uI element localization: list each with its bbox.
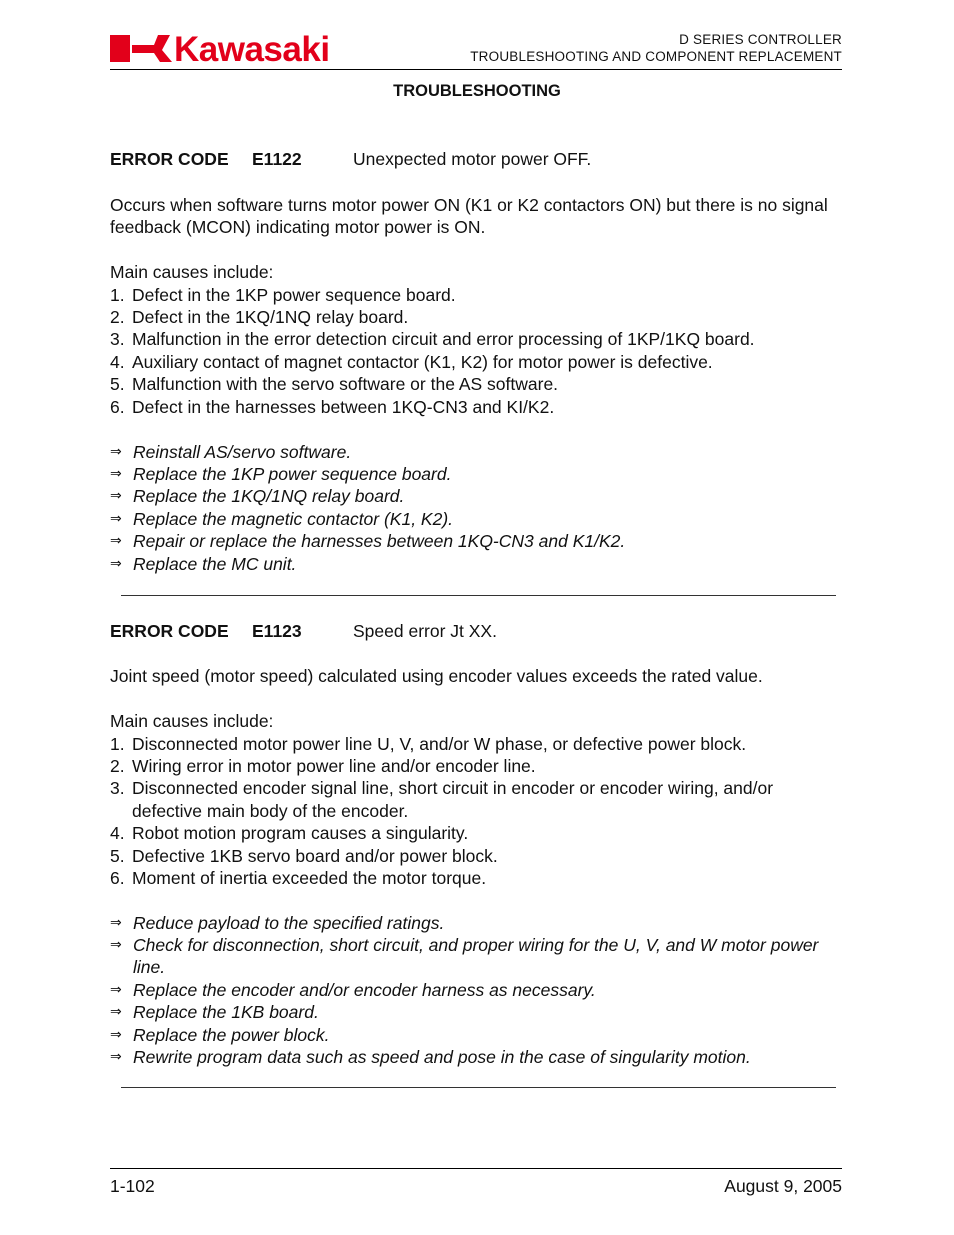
cause-item: 3. Disconnected encoder signal line, short circuit in encoder or encoder wiring, and/or defective main body of the encoder. [110,778,774,821]
action-item: ⇒ Replace the 1KB board. [110,1002,319,1023]
revision-date: August 9, 2005 [724,1176,842,1196]
cause-item: 2. Defect in the 1KQ/1NQ relay board. [110,306,409,327]
cause-item: 6. Defect in the harnesses between 1KQ-CN3 and KI/K2. [110,396,555,417]
action-item: ⇒ Replace the 1KP power sequence board. [110,463,452,484]
cause-item: 2. Wiring error in motor power line and/or encoder line. [110,755,536,776]
cause-item: 5. Defective 1KB servo board and/or power block. [110,845,498,866]
arrow-icon: ⇒ [110,533,122,550]
cause-item: 3. Malfunction in the error detection circuit and error processing of 1KP/1KQ board. [110,329,755,350]
arrow-icon: ⇒ [110,555,122,572]
action-item: ⇒ Reduce payload to the specified ratings. [110,912,445,933]
cause-item: 1. Disconnected motor power line U, V, and/or W phase, or defective power block. [110,733,747,754]
arrow-icon: ⇒ [110,488,122,505]
arrow-icon: ⇒ [110,443,122,460]
action-item: ⇒ Rewrite program data such as speed and pose in the case of singularity motion. [110,1046,751,1067]
section-divider [121,1087,836,1088]
action-item: ⇒ Reinstall AS/servo software. [110,441,352,462]
section-divider [121,595,836,596]
cause-item: 4. Auxiliary contact of magnet contactor (K1, K2) for motor power is defective. [110,351,713,372]
action-item: ⇒ Replace the encoder and/or encoder harness as necessary. [110,979,596,1000]
arrow-icon: ⇒ [110,1026,122,1043]
causes-title: Main causes include: [110,262,274,282]
arrow-icon: ⇒ [110,914,122,931]
error-code-number: E1123 [252,621,302,641]
header-series: D SERIES CONTROLLER [679,32,842,47]
error-summary: Joint speed (motor speed) calculated using encoder values exceeds the rated value. [110,666,763,686]
action-item: ⇒ Replace the power block. [110,1024,330,1045]
error-code-description: Unexpected motor power OFF. [353,149,592,169]
cause-item: 5. Malfunction with the servo software or the AS software. [110,374,559,395]
action-item: ⇒ Replace the MC unit. [110,553,297,574]
causes-title: Main causes include: [110,711,274,731]
actions-list [110,441,830,575]
footer-rule [110,1168,842,1169]
error-code-label: ERROR CODE [110,149,229,169]
action-item: ⇒ Check for disconnection, short circuit, and proper wiring for the U, V, and W motor power line. [110,934,819,978]
error-code-heading [110,620,497,642]
action-item: ⇒ Repair or replace the harnesses between 1KQ-CN3 and K1/K2. [110,531,626,552]
cause-item: 4. Robot motion program causes a singularity. [110,823,469,844]
arrow-icon: ⇒ [110,510,122,527]
header-chapter: TROUBLESHOOTING AND COMPONENT REPLACEMENT [470,49,842,64]
header-rule [110,69,842,70]
error-summary: Occurs when software turns motor power ON (K1 or K2 contactors ON) but there is no signal feedback (MCON) indicating motor power is ON. [110,195,828,238]
section-title: TROUBLESHOOTING [393,82,561,100]
logo-wordmark: Kawasaki [174,32,330,64]
arrow-icon: ⇒ [110,1048,122,1065]
cause-item: 6. Moment of inertia exceeded the motor torque. [110,867,487,888]
arrow-icon: ⇒ [110,981,122,998]
arrow-icon: ⇒ [110,465,122,482]
error-code-label: ERROR CODE [110,621,229,641]
error-code-description: Speed error Jt XX. [353,621,497,641]
actions-list [110,912,830,1069]
error-code-heading [110,148,592,170]
cause-item: 1. Defect in the 1KP power sequence board. [110,284,456,305]
arrow-icon: ⇒ [110,1004,122,1021]
page-number: 1-102 [110,1176,155,1196]
causes-list [110,284,830,418]
action-item: ⇒ Replace the 1KQ/1NQ relay board. [110,486,405,507]
causes-list [110,733,830,890]
kawasaki-logo [110,32,388,64]
arrow-icon: ⇒ [110,936,122,953]
action-item: ⇒ Replace the magnetic contactor (K1, K2). [110,508,454,529]
error-code-number: E1122 [252,149,302,169]
document-header [470,31,842,65]
